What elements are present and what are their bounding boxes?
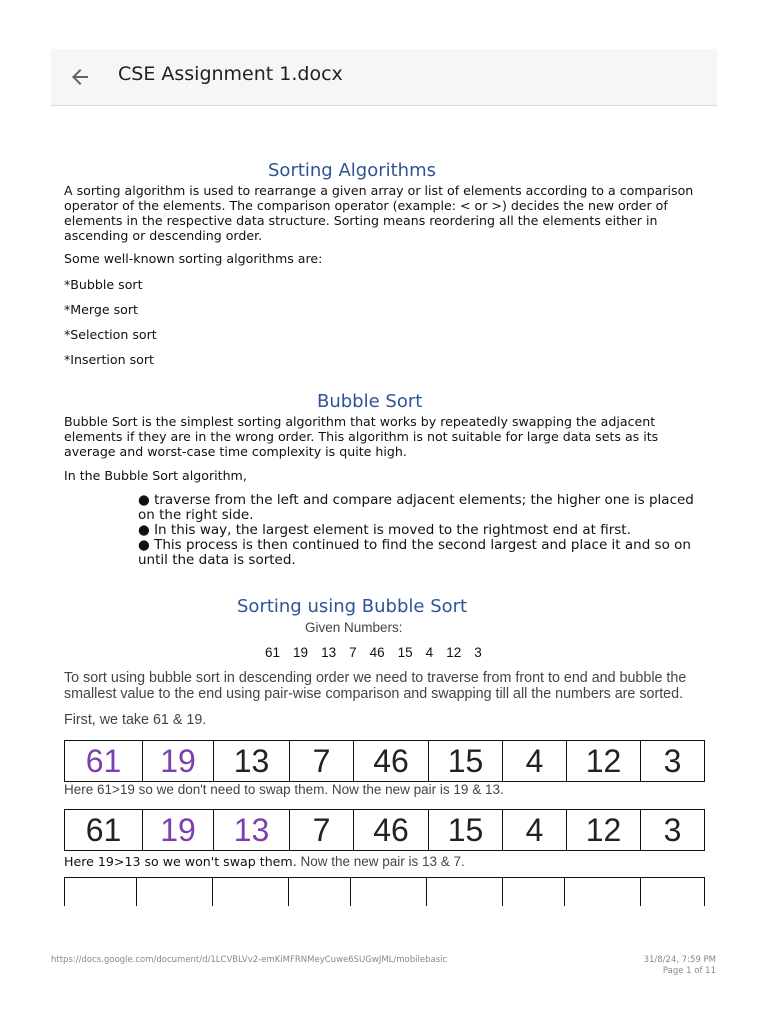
bubble-step: ● In this way, the largest element is moved to the rightmost end at first. [138, 522, 631, 538]
step-1-note: Here 61>19 so we don't need to swap them. Now the new pair is 19 & 13. [64, 782, 504, 797]
given-number: 15 [397, 645, 413, 660]
given-number: 7 [349, 645, 357, 660]
array-cell [351, 878, 427, 907]
array-cell: 3 [641, 810, 705, 851]
array-cell: 12 [567, 810, 641, 851]
algorithm-item: *Selection sort [64, 327, 157, 342]
algorithm-item: *Merge sort [64, 302, 138, 317]
array-cell [213, 878, 289, 907]
array-cell [427, 878, 503, 907]
bubble-algorithm-intro: In the Bubble Sort algorithm, [64, 468, 247, 483]
step-2-note-part: Here 19>13 so we won't swap them. [64, 854, 297, 869]
sorting-intro-paragraph: A sorting algorithm is used to rearrange a given array or list of elements according to a comparison operator of the elements. The comparison operator (example: < or >) decides the new order of elements in the respective data structure. Sorting means reordering all the elements either in ascending or descending order. [64, 183, 694, 243]
given-number: 19 [293, 645, 309, 660]
array-cell: 13 [214, 810, 290, 851]
heading-bubble-sort: Bubble Sort [317, 391, 423, 412]
footer-url: https://docs.google.com/document/d/1LCVBLVv2-emKiMFRNMeyCuwe6SUGwJML/mobilebasic [51, 955, 448, 965]
algorithm-item: *Insertion sort [64, 352, 154, 367]
bubble-steps-list [138, 493, 708, 568]
bubble-intro-paragraph: Bubble Sort is the simplest sorting algorithm that works by repeatedly swapping the adjacent elements if they are in the wrong order. This algorithm is not suitable for large data sets as its average and worst-case time complexity is quite high. [64, 414, 659, 459]
array-step-2 [64, 809, 705, 851]
step-2-note-part: Now the new pair is 13 & 7. [296, 854, 465, 869]
app-header [51, 49, 717, 106]
array-cell: 19 [143, 741, 214, 782]
footer-page-number: Page 1 of 11 [662, 966, 716, 976]
descending-order-paragraph: To sort using bubble sort in descending order we need to traverse from front to end and bubble the smallest value to the end using pair-wise comparison and swapping till all the numbers are sorted. [64, 670, 687, 702]
given-number: 13 [321, 645, 337, 660]
first-pair-note: First, we take 61 & 19. [64, 712, 207, 728]
array-cell: 46 [354, 810, 429, 851]
array-cell: 19 [143, 810, 214, 851]
array-cell [65, 878, 137, 907]
array-step-3 [64, 877, 705, 906]
array-cell: 61 [65, 810, 143, 851]
given-number: 46 [369, 645, 385, 660]
array-cell: 61 [65, 741, 143, 782]
known-algorithms-intro: Some well-known sorting algorithms are: [64, 251, 323, 266]
array-cell [565, 878, 641, 907]
array-step-1 [64, 740, 705, 782]
bubble-step: ● This process is then continued to find the second largest and place it and so on until the data is sorted. [138, 537, 691, 568]
array-cell [289, 878, 351, 907]
array-cell: 4 [503, 810, 567, 851]
given-numbers-list [265, 645, 495, 660]
step-2-note [64, 851, 465, 870]
array-cell: 15 [429, 741, 503, 782]
array-cell: 46 [354, 741, 429, 782]
array-cell: 12 [567, 741, 641, 782]
given-number: 12 [446, 645, 462, 660]
bubble-step: ● traverse from the left and compare adjacent elements; the higher one is placed on the right side. [138, 492, 694, 523]
given-number: 61 [265, 645, 281, 660]
document-title: CSE Assignment 1.docx [118, 63, 343, 85]
given-number: 4 [425, 645, 434, 660]
array-cell: 7 [290, 810, 354, 851]
document-page [0, 106, 768, 906]
footer-date: 31/8/24, 7:59 PM [643, 955, 716, 965]
arrow-left-icon[interactable] [68, 65, 92, 89]
array-cell: 13 [214, 741, 290, 782]
given-number: 3 [474, 645, 482, 660]
heading-sorting-algorithms: Sorting Algorithms [268, 160, 436, 181]
heading-sorting-using-bubble-sort: Sorting using Bubble Sort [237, 596, 468, 617]
array-cell [641, 878, 705, 907]
array-cell: 3 [641, 741, 705, 782]
array-cell [503, 878, 565, 907]
algorithm-item: *Bubble sort [64, 277, 143, 292]
array-cell: 4 [503, 741, 567, 782]
given-numbers-label: Given Numbers: [305, 620, 403, 635]
array-cell: 15 [429, 810, 503, 851]
array-cell: 7 [290, 741, 354, 782]
array-cell [137, 878, 213, 907]
